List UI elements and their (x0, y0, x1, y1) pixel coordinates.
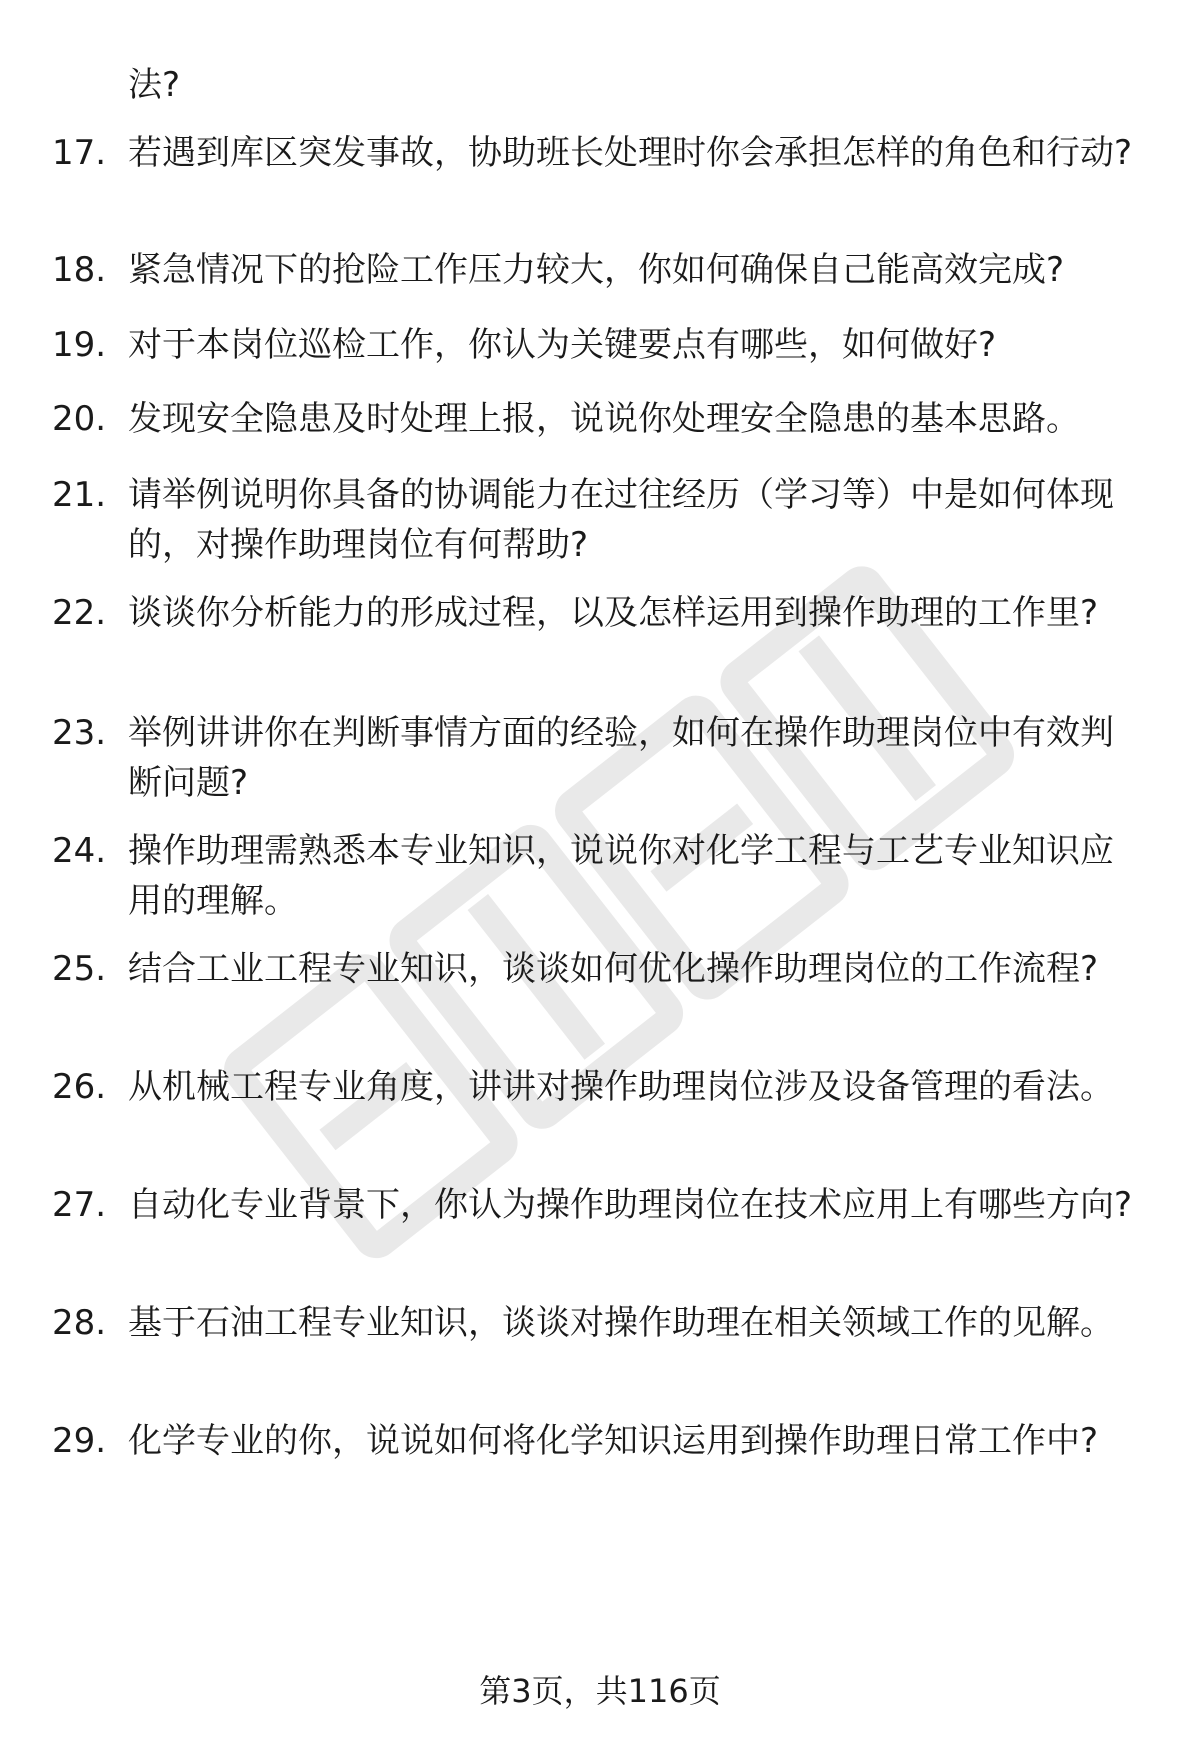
question-number: 27. (52, 1185, 107, 1225)
question-number: 23. (52, 713, 107, 753)
question-text: 化学专业的你，说说如何将化学知识运用到操作助理日常工作中? (128, 1421, 1099, 1461)
question-text: 发现安全隐患及时处理上报，说说你处理安全隐患的基本思路。 (128, 399, 1080, 439)
question-text: 结合工业工程专业知识，谈谈如何优化操作助理岗位的工作流程? (128, 949, 1099, 989)
question-number: 24. (52, 831, 107, 871)
question-text: 基于石油工程专业知识，谈谈对操作助理在相关领域工作的见解。 (128, 1303, 1114, 1343)
page-footer: 第3页，共116页 (479, 1672, 721, 1710)
question-text: 紧急情况下的抢险工作压力较大，你如何确保自己能高效完成? (128, 250, 1065, 290)
question-number: 21. (52, 475, 107, 515)
question-number: 22. (52, 593, 107, 633)
question-number: 26. (52, 1067, 107, 1107)
question-number: 19. (52, 325, 107, 365)
question-text: 举例讲讲你在判断事情方面的经验，如何在操作助理岗位中有效判断问题? (128, 713, 1114, 803)
question-text: 谈谈你分析能力的形成过程，以及怎样运用到操作助理的工作里? (128, 593, 1099, 633)
question-text: 若遇到库区突发事故，协助班长处理时你会承担怎样的角色和行动? (128, 133, 1133, 173)
question-number: 28. (52, 1303, 107, 1343)
question-number: 25. (52, 949, 107, 989)
question-text: 请举例说明你具备的协调能力在过往经历（学习等）中是如何体现的，对操作助理岗位有何帮助? (128, 475, 1114, 565)
question-number: 18. (52, 250, 107, 290)
question-text: 自动化专业背景下，你认为操作助理岗位在技术应用上有哪些方向? (128, 1185, 1133, 1225)
question-text: 对于本岗位巡检工作，你认为关键要点有哪些，如何做好? (128, 325, 997, 365)
continued-question-text: 法? (128, 65, 181, 105)
question-number: 20. (52, 399, 107, 439)
question-text: 从机械工程专业角度，讲讲对操作助理岗位涉及设备管理的看法。 (128, 1067, 1114, 1107)
question-number: 17. (52, 133, 107, 173)
question-number: 29. (52, 1421, 107, 1461)
question-text: 操作助理需熟悉本专业知识，说说你对化学工程与工艺专业知识应用的理解。 (128, 831, 1114, 921)
